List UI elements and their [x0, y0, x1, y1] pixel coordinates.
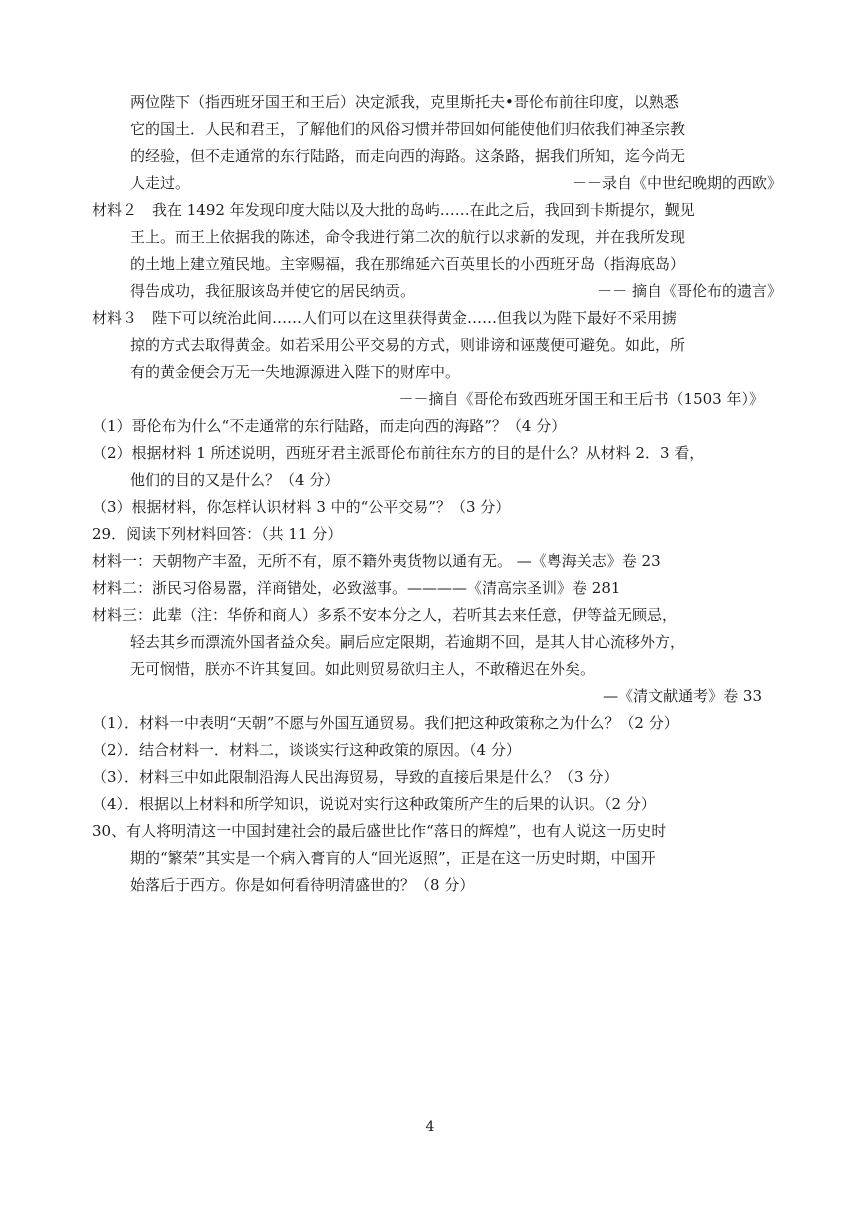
q29-sub-1: （1）．材料一中表明“天朝”不愿与外国互通贸易。我们把这种政策称之为什么？（2 分）	[92, 714, 679, 732]
material-2-source: －－ 摘自《哥伦布的遗言》	[597, 282, 782, 300]
q28-sub-2-line-2: 他们的目的又是什么？（4 分）	[130, 471, 340, 489]
q28-sub-1: （1）哥伦布为什么“不走通常的东行陆路，而走向西的海路”？（4 分）	[92, 417, 567, 435]
q28-sub-2-line-1: （2）根据材料 1 所述说明，西班牙君主派哥伦布前往东方的目的是什么？从材料 2．3 看，	[92, 444, 705, 462]
material-1-source: －－录自《中世纪晚期的西欧》	[571, 174, 782, 192]
material-2-line-1: 材料２ 我在 1492 年发现印度大陆以及大批的岛屿……在此之后，我回到卡斯提尔，觐见	[92, 201, 695, 219]
q30-line-2: 期的“繁荣”其实是一个病入膏肓的人“回光返照”，正是在这一历史时期，中国开	[130, 849, 656, 867]
q30-line-1: 30、有人将明清这一中国封建社会的最后盛世比作“落日的辉煌”，也有人说这一历史时	[92, 822, 667, 840]
material-1-line-4	[92, 170, 782, 197]
q29-material-2: 材料二：浙民习俗易嚣，洋商错处，必致滋事。————《清高宗圣训》卷 281	[92, 579, 621, 597]
material-3-line-3: 有的黄金便会万无一失地源源进入陛下的财库中。	[130, 363, 461, 381]
material-1-line-2: 它的国土．人民和君王，了解他们的风俗习惯并带回如何能使他们归依我们神圣宗教	[130, 120, 686, 138]
q29-material-3-line-1: 材料三：此辈（注：华侨和商人）多系不安本分之人，若听其去来任意，伊等益无顾忌，	[92, 606, 678, 624]
material-2-line-4	[92, 278, 782, 305]
q28-sub-3: （3）根据材料，你怎样认识材料 3 中的“公平交易”？（3 分）	[92, 498, 511, 516]
material-1-text-end: 人走过。	[130, 174, 191, 192]
q29-material-3-line-2: 轻去其乡而漂流外国者益众矣。嗣后应定限期，若逾期不回，是其人甘心流移外方，	[130, 633, 686, 651]
page-number: 4	[425, 1119, 435, 1135]
q29-material-1: 材料一：天朝物产丰盈，无所不有，原不籍外夷货物以通有无。 —《粤海关志》卷 23	[92, 552, 661, 570]
q29-sub-4: （4）．根据以上材料和所学知识，说说对实行这种政策所产生的后果的认识。（2 分）	[92, 795, 656, 813]
material-1-line-1: 两位陛下（指西班牙国王和王后）决定派我，克里斯托夫•哥伦布前往印度，以熟悉	[130, 93, 679, 111]
page-content	[92, 89, 782, 899]
q29-sub-3: （3）．材料三中如此限制沿海人民出海贸易，导致的直接后果是什么？（3 分）	[92, 768, 619, 786]
q29-title: 29．阅读下列材料回答：（共 11 分）	[92, 525, 343, 543]
material-3-source: －－摘自《哥伦布致西班牙国王和王后书（1503 年）》	[398, 390, 764, 408]
material-3-line-1: 材料３ 陛下可以统治此间……人们可以在这里获得黄金……但我以为陛下最好不采用掳	[92, 309, 678, 327]
material-2-line-3: 的土地上建立殖民地。主宰赐福，我在那绵延六百英里长的小西班牙岛（指海底岛）	[130, 255, 686, 273]
material-3-line-2: 掠的方式去取得黄金。如若采用公平交易的方式，则诽谤和诬蔑便可避免。如此，所	[130, 336, 686, 354]
q30-line-3: 始落后于西方。你是如何看待明清盛世的？（8 分）	[130, 876, 475, 894]
q29-material-3-line-3: 无可悯惜，朕亦不许其复回。如此则贸易欲归主人，不敢稽迟在外矣。	[130, 660, 596, 678]
material-1-line-3: 的经验，但不走通常的东行陆路，而走向西的海路。这条路，据我们所知，迄今尚无	[130, 147, 686, 165]
material-2-line-2: 王上。而王上依据我的陈述，命令我进行第二次的航行以求新的发现，并在我所发现	[130, 228, 686, 246]
q29-sub-2: （2）．结合材料一．材料二，谈谈实行这种政策的原因。（4 分）	[92, 741, 521, 759]
material-2-text-end: 得告成功，我征服该岛并使它的居民纳贡。	[130, 282, 416, 300]
q29-material-3-source: —《清文献通考》卷 33	[603, 687, 762, 705]
